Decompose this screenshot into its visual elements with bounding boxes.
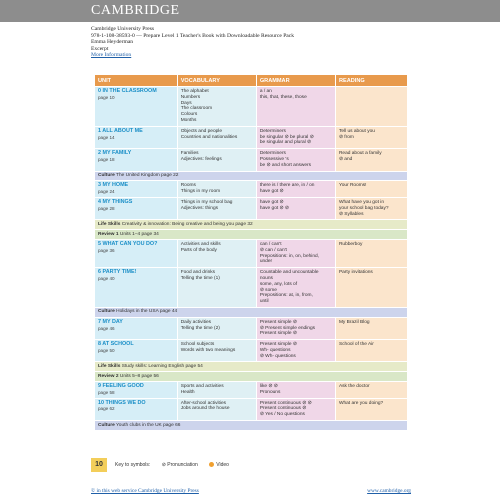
header-vocabulary: VOCABULARY <box>178 75 256 86</box>
band-text: Holidays in the USA page 44 <box>116 309 178 315</box>
section-band-review <box>95 372 407 381</box>
unit-cell <box>95 149 177 170</box>
table-row <box>95 198 407 219</box>
band-label: Life Skills <box>98 221 121 227</box>
reading-cell: What have you got in your school bag today? ⊘ Syllables <box>336 198 407 219</box>
reading-cell: My Brazil Blog <box>336 318 407 339</box>
header-unit: UNIT <box>95 75 177 86</box>
unit-page: page 62 <box>98 406 115 412</box>
unit-cell <box>95 198 177 219</box>
unit-page: page 10 <box>98 94 115 100</box>
cambridge-logo: CAMBRIDGE <box>91 3 180 18</box>
unit-page: page 18 <box>98 156 115 162</box>
reading-cell: Read about a family ⊘ and <box>336 149 407 170</box>
unit-title: 5 WHAT CAN YOU DO? <box>98 240 158 247</box>
grammar-cell: Countable and uncountable nouns some, any, lots of ⊘ some Prepositions: at, in, from, until <box>257 268 335 307</box>
unit-title: 7 MY DAY <box>98 318 123 325</box>
band-label: Culture <box>98 309 115 315</box>
unit-cell <box>95 382 177 398</box>
table-row <box>95 268 407 307</box>
band-label: Life Skills <box>98 363 121 369</box>
vocabulary-cell: Rooms Things in my room <box>178 181 256 197</box>
unit-title: 9 FEELING GOOD <box>98 383 144 390</box>
reading-cell: Ask the doctor <box>336 382 407 398</box>
meta-line: Emma Heyderman <box>91 39 134 46</box>
section-band-row <box>95 362 407 371</box>
contents-table <box>94 74 408 431</box>
unit-title: 0 IN THE CLASSROOM <box>98 88 157 94</box>
table-row <box>95 318 407 339</box>
section-band-row <box>95 172 407 181</box>
unit-cell <box>95 318 177 339</box>
table-row <box>95 87 407 126</box>
key-pronunciation: ⊘ Pronunciation <box>161 462 198 468</box>
unit-page: page 50 <box>98 347 115 353</box>
table-row <box>95 399 407 420</box>
reading-cell: Rubberboy <box>336 240 407 267</box>
table-row <box>95 240 407 267</box>
grammar-cell: have got ⊘ have got ⊘ ⊘ <box>257 198 335 219</box>
unit-page: page 46 <box>98 325 115 331</box>
unit-title: 4 MY THINGS <box>98 198 133 205</box>
footer-website-link[interactable]: www.cambridge.org <box>367 488 411 494</box>
grammar-cell: a / an this, that, these, those <box>257 87 335 126</box>
unit-cell <box>95 181 177 197</box>
band-text: Units 5–8 page 56 <box>119 373 159 379</box>
key-label: Key to symbols: <box>115 462 151 468</box>
section-band-review <box>95 230 407 239</box>
video-icon <box>209 462 214 467</box>
unit-cell <box>95 87 177 126</box>
vocabulary-cell: Sports and activities Health <box>178 382 256 398</box>
excerpt-meta <box>91 26 294 59</box>
section-band-skills <box>95 220 407 229</box>
reading-cell: Your Rooms! <box>336 181 407 197</box>
unit-page: page 40 <box>98 275 115 281</box>
band-label: Review 2 <box>98 373 119 379</box>
unit-cell <box>95 127 177 148</box>
vocabulary-cell: Daily activities Telling the time (2) <box>178 318 256 339</box>
contents-table-body <box>95 87 407 430</box>
section-band-row <box>95 421 407 430</box>
grammar-cell: Present simple ⊘ ⊘ Present simple endings Present simple ⊘ <box>257 318 335 339</box>
section-band-row <box>95 372 407 381</box>
unit-page: page 36 <box>98 247 115 253</box>
band-label: Culture <box>98 173 115 179</box>
band-text: Study skills: Learning English page 54 <box>121 363 203 369</box>
grammar-cell: Determiners Possessive 's be ⊘ and short answers <box>257 149 335 170</box>
vocabulary-cell: The alphabet Numbers Days The classroom Colours Months <box>178 87 256 126</box>
grammar-cell: there is / there are, in / on have got ⊘ <box>257 181 335 197</box>
key-video-label: Video <box>216 462 229 468</box>
page-number: 10 <box>91 458 107 472</box>
grammar-cell: like ⊘ ⊘ Pronouns <box>257 382 335 398</box>
contents-page <box>91 66 411 476</box>
vocabulary-cell: Objects and people Countries and nationalities <box>178 127 256 148</box>
unit-title: 1 ALL ABOUT ME <box>98 127 143 134</box>
vocabulary-cell: Activities and skills Parts of the body <box>178 240 256 267</box>
grammar-cell: Present simple ⊘ Wh- questions ⊘ Wh- questions <box>257 340 335 361</box>
unit-title: 6 PARTY TIME! <box>98 269 137 276</box>
unit-cell <box>95 399 177 420</box>
band-label: Culture <box>98 422 115 428</box>
section-band-row <box>95 230 407 239</box>
reading-cell: Tell us about you ⊘ from <box>336 127 407 148</box>
reading-cell <box>336 87 407 126</box>
reading-cell: Party invitations <box>336 268 407 307</box>
reading-cell: What are you doing? <box>336 399 407 420</box>
vocabulary-cell: Families Adjectives: feelings <box>178 149 256 170</box>
section-band-culture <box>95 308 407 317</box>
more-information-link[interactable]: More Information <box>91 52 132 59</box>
unit-page: page 14 <box>98 134 115 140</box>
table-row <box>95 181 407 197</box>
unit-page: page 58 <box>98 389 115 395</box>
grammar-cell: Present continuous ⊘ ⊘ Present continuous ⊘ ⊘ Yes / No questions <box>257 399 335 420</box>
band-text: Creativity & innovation: Being creative and being you page 32 <box>121 221 253 227</box>
unit-title: 3 MY HOME <box>98 182 129 189</box>
table-row <box>95 149 407 170</box>
band-text: Youth clubs in the UK page 66 <box>116 422 181 428</box>
meta-line: 978-1-108-38593-0 — Prepare Level 1 Teacher's Book with Downloadable Resource Pack <box>91 32 295 39</box>
table-header-row <box>95 75 407 86</box>
unit-title: 2 MY FAMILY <box>98 150 132 157</box>
key-to-symbols <box>115 462 239 468</box>
vocabulary-cell: Things in my school bag Adjectives: things <box>178 198 256 219</box>
vocabulary-cell: Food and drinks Telling the time (1) <box>178 268 256 307</box>
section-band-skills <box>95 362 407 371</box>
grammar-cell: Determiners be singular ⊘ be plural ⊘ be singular and plural ⊘ <box>257 127 335 148</box>
table-row <box>95 340 407 361</box>
section-band-row <box>95 220 407 229</box>
vocabulary-cell: After-school activities Jobs around the house <box>178 399 256 420</box>
band-text: The United Kingdom page 22 <box>116 173 179 179</box>
table-row <box>95 382 407 398</box>
header-reading: READING <box>336 75 407 86</box>
band-label: Review 1 <box>98 231 119 237</box>
header-grammar: GRAMMAR <box>257 75 335 86</box>
key-video <box>209 462 229 468</box>
section-band-culture <box>95 172 407 181</box>
unit-page: page 24 <box>98 189 115 195</box>
unit-cell <box>95 268 177 307</box>
top-bar <box>0 0 500 22</box>
unit-title: 8 AT SCHOOL <box>98 341 134 348</box>
band-text: Units 1–4 page 34 <box>119 231 159 237</box>
unit-cell <box>95 340 177 361</box>
section-band-culture <box>95 421 407 430</box>
meta-line: Excerpt <box>91 45 109 52</box>
vocabulary-cell: School subjects Words with two meanings <box>178 340 256 361</box>
meta-line: Cambridge University Press <box>91 26 155 32</box>
unit-page: page 28 <box>98 205 115 211</box>
unit-title: 10 THINGS WE DO <box>98 399 146 406</box>
footer-copyright-link[interactable]: © in this web service Cambridge University Press <box>91 488 199 494</box>
section-band-row <box>95 308 407 317</box>
footer <box>91 488 411 494</box>
unit-cell <box>95 240 177 267</box>
reading-cell: School of the Air <box>336 340 407 361</box>
table-row <box>95 127 407 148</box>
grammar-cell: can / can't ⊘ can / can't Prepositions: in, on, behind, under <box>257 240 335 267</box>
